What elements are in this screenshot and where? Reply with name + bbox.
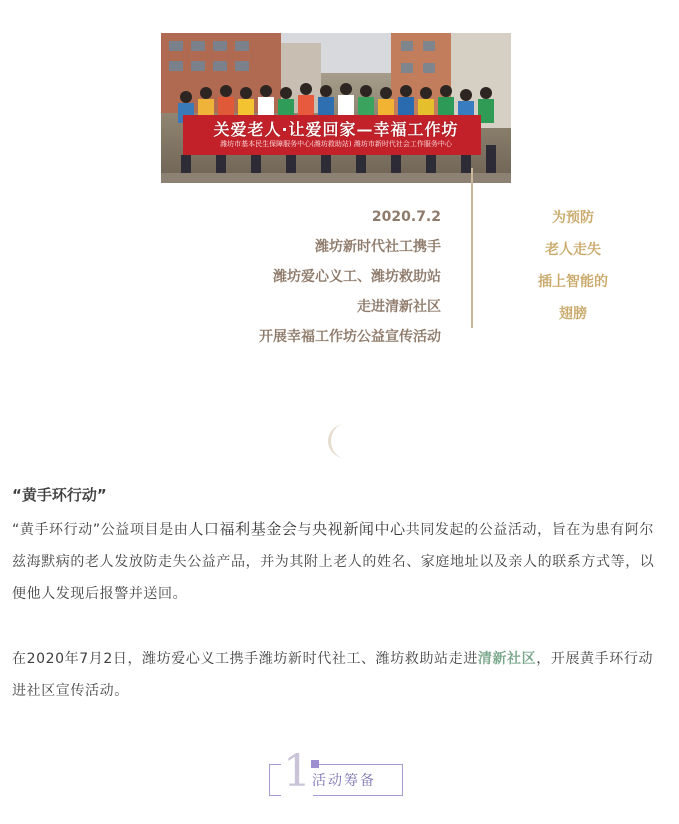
intro-right xyxy=(523,202,623,330)
paragraph-text: ，开展黄手环行动进社区宣传活动。 xyxy=(12,651,654,699)
slogan-line: 为预防 xyxy=(552,210,594,226)
intro-date: 2020.7.2 xyxy=(371,209,441,225)
intro-left xyxy=(259,202,441,352)
paragraph-text: 在2020年7月2日，潍坊爱心义工携手潍坊新时代社工、潍坊救助站走进 xyxy=(12,651,478,667)
slogan-line: 翅膀 xyxy=(559,306,587,322)
group-photo xyxy=(161,33,511,183)
intro-line: 走进清新社区 xyxy=(357,299,441,315)
paragraph-text: 与 xyxy=(297,522,313,538)
banner-subtitle: 潍坊市基本民生保障服务中心(潍坊救助站) 潍坊市新时代社会工作服务中心 xyxy=(220,140,452,148)
square-accent-icon xyxy=(311,760,319,768)
org-name: 央视新闻中心 xyxy=(312,520,406,538)
community-name: 清新社区 xyxy=(477,651,537,667)
divider-line xyxy=(471,168,473,328)
section-number: 1 xyxy=(283,746,311,797)
section-heading: “黄手环行动” xyxy=(12,486,107,504)
crescent-moon-icon xyxy=(325,422,355,460)
slogan-line: 插上智能的 xyxy=(538,274,608,290)
banner-title: 关爱老人·让爱回家—幸福工作坊 xyxy=(213,120,459,139)
paragraph-event xyxy=(12,643,662,707)
paragraph-text: 共同发起的公益活动，旨在为患有阿尔兹海默病的老人发放防走失公益产品，并为其附上老人的姓名、家庭地址以及亲人的联系方式等，以便他人发现后报警并送回。 xyxy=(12,522,655,602)
intro-line: 潍坊新时代社工携手 xyxy=(315,239,441,255)
paragraph-text: “黄手环行动”公益项目是由 xyxy=(12,522,189,538)
intro-line: 潍坊爱心义工、潍坊救助站 xyxy=(273,269,441,285)
intro-line: 开展幸福工作坊公益宣传活动 xyxy=(259,329,441,345)
slogan-line: 老人走失 xyxy=(545,242,601,258)
paragraph-intro xyxy=(12,513,662,610)
org-name: 人口福利基金会 xyxy=(188,520,298,538)
section-label: 活动筹备 xyxy=(312,773,376,789)
